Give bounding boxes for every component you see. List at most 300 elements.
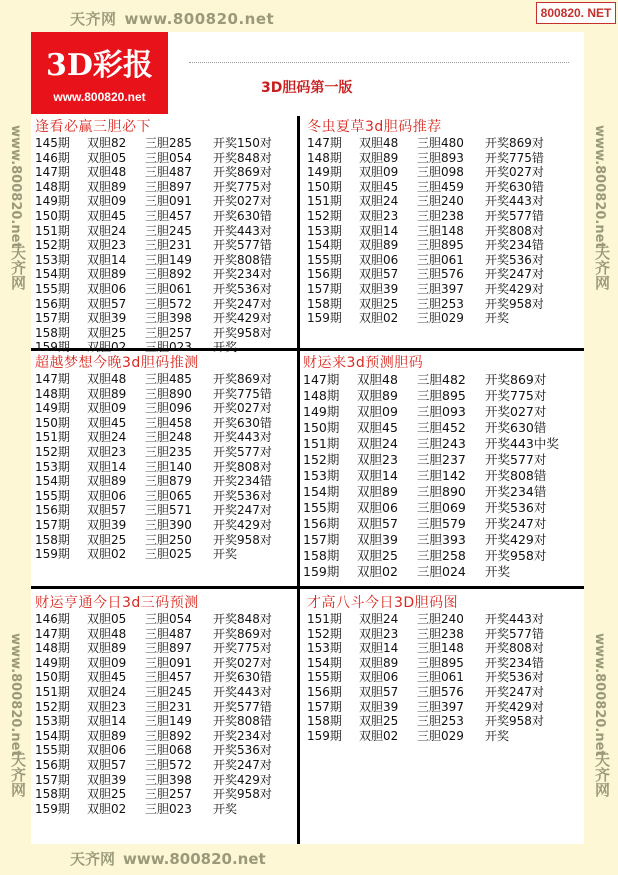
draw-result: 开奖958对 bbox=[213, 325, 272, 340]
list-item bbox=[35, 416, 272, 431]
list-item bbox=[35, 326, 272, 341]
list-item bbox=[35, 372, 272, 387]
list-item bbox=[35, 533, 272, 548]
double-pick: 双胆09 bbox=[87, 401, 127, 416]
double-pick: 双胆48 bbox=[357, 372, 398, 387]
double-pick: 双胆39 bbox=[87, 311, 127, 326]
draw-result: 开奖630错 bbox=[485, 420, 547, 435]
triple-pick: 三胆061 bbox=[145, 281, 192, 296]
double-pick: 双胆89 bbox=[87, 641, 127, 656]
draw-result: 开奖577对 bbox=[485, 452, 547, 467]
triple-pick: 三胆897 bbox=[145, 179, 192, 194]
draw-result: 开奖 bbox=[213, 547, 238, 562]
watermark-site: www.800820.net bbox=[124, 10, 275, 28]
double-pick: 双胆45 bbox=[357, 420, 398, 435]
issue-number: 151期 bbox=[303, 436, 340, 451]
list-item bbox=[35, 474, 272, 489]
logo bbox=[31, 32, 168, 114]
double-pick: 双胆45 bbox=[359, 179, 399, 194]
right-watermark-site: www.800820.net bbox=[592, 125, 607, 249]
issue-number: 151期 bbox=[35, 223, 70, 238]
list-item bbox=[307, 238, 544, 253]
double-pick: 双胆14 bbox=[359, 641, 399, 656]
list-item bbox=[35, 685, 272, 700]
list-item bbox=[307, 641, 544, 656]
double-pick: 双胆89 bbox=[87, 179, 127, 194]
list-item bbox=[307, 194, 544, 209]
draw-result: 开奖577对 bbox=[213, 444, 272, 459]
draw-result: 开奖429对 bbox=[213, 311, 272, 326]
list-item bbox=[303, 372, 559, 388]
list-item bbox=[35, 460, 272, 475]
draw-result: 开奖808对 bbox=[485, 223, 544, 238]
list-item bbox=[35, 180, 272, 195]
list-item bbox=[35, 729, 272, 744]
double-pick: 双胆39 bbox=[87, 517, 127, 532]
draw-result: 开奖958对 bbox=[213, 787, 272, 802]
triple-pick: 三胆148 bbox=[417, 223, 464, 238]
double-pick: 双胆89 bbox=[357, 484, 398, 499]
double-pick: 双胆39 bbox=[359, 699, 399, 714]
list-item bbox=[303, 452, 559, 468]
list-item bbox=[35, 714, 272, 729]
double-pick: 双胆89 bbox=[87, 728, 127, 743]
issue-number: 148期 bbox=[307, 150, 342, 165]
issue-number: 152期 bbox=[303, 452, 340, 467]
triple-pick: 三胆397 bbox=[417, 281, 464, 296]
list-item bbox=[303, 516, 559, 532]
issue-number: 145期 bbox=[35, 136, 70, 150]
draw-result: 开奖247对 bbox=[213, 503, 272, 518]
list-item bbox=[303, 500, 559, 516]
issue-number: 147期 bbox=[35, 372, 70, 386]
list-item bbox=[307, 612, 544, 627]
issue-number: 159期 bbox=[303, 564, 340, 579]
triple-pick: 三胆029 bbox=[417, 311, 464, 326]
draw-result: 开奖150对 bbox=[213, 136, 272, 150]
draw-result: 开奖 bbox=[213, 340, 238, 355]
draw-result: 开奖027对 bbox=[213, 194, 272, 209]
list-item bbox=[35, 489, 272, 504]
triple-pick: 三胆250 bbox=[145, 532, 192, 547]
triple-pick: 三胆240 bbox=[417, 612, 464, 626]
list-item bbox=[35, 430, 272, 445]
draw-result: 开奖869对 bbox=[213, 626, 272, 641]
draw-result: 开奖443对 bbox=[485, 194, 544, 209]
list-item bbox=[307, 224, 544, 239]
issue-number: 154期 bbox=[307, 655, 342, 670]
triple-pick: 三胆897 bbox=[145, 641, 192, 656]
draw-result: 开奖 bbox=[485, 311, 510, 326]
triple-pick: 三胆572 bbox=[145, 296, 192, 311]
issue-number: 147期 bbox=[35, 165, 70, 180]
triple-pick: 三胆245 bbox=[145, 223, 192, 238]
draw-result: 开奖443对 bbox=[213, 430, 272, 445]
list-item bbox=[35, 802, 272, 817]
list-item bbox=[35, 238, 272, 253]
issue-number: 147期 bbox=[307, 136, 342, 150]
draw-result: 开奖869对 bbox=[485, 372, 547, 387]
issue-number: 151期 bbox=[307, 612, 342, 626]
watermark-brand: 天齐网 bbox=[70, 10, 117, 28]
double-pick: 双胆23 bbox=[357, 452, 398, 467]
issue-number: 153期 bbox=[303, 468, 340, 483]
double-pick: 双胆39 bbox=[359, 281, 399, 296]
draw-result: 开奖808错 bbox=[213, 714, 272, 729]
draw-result: 开奖869对 bbox=[213, 372, 272, 386]
draw-result: 开奖443对 bbox=[485, 612, 544, 626]
double-pick: 双胆02 bbox=[87, 340, 127, 355]
draw-result: 开奖869对 bbox=[213, 165, 272, 180]
draw-result: 开奖027对 bbox=[485, 165, 544, 180]
issue-number: 157期 bbox=[35, 772, 70, 787]
triple-pick: 三胆487 bbox=[145, 626, 192, 641]
list-item bbox=[307, 670, 544, 685]
list-item bbox=[35, 165, 272, 180]
draw-result: 开奖429对 bbox=[213, 772, 272, 787]
right-watermark-brand: 天齐网 bbox=[593, 752, 611, 797]
double-pick: 双胆24 bbox=[87, 430, 127, 445]
issue-number: 147期 bbox=[35, 626, 70, 641]
draw-result: 开奖958对 bbox=[213, 532, 272, 547]
issue-number: 154期 bbox=[307, 238, 342, 253]
issue-number: 150期 bbox=[303, 420, 340, 435]
double-pick: 双胆89 bbox=[87, 267, 127, 282]
triple-pick: 三胆572 bbox=[145, 757, 192, 772]
issue-number: 152期 bbox=[35, 699, 70, 714]
double-pick: 双胆02 bbox=[357, 564, 398, 579]
issue-number: 155期 bbox=[35, 488, 70, 503]
draw-result: 开奖247对 bbox=[213, 757, 272, 772]
issue-number: 152期 bbox=[35, 238, 70, 253]
triple-pick: 三胆240 bbox=[417, 194, 464, 209]
draw-result: 开奖808对 bbox=[213, 459, 272, 474]
issue-number: 154期 bbox=[303, 484, 340, 499]
triple-pick: 三胆895 bbox=[417, 655, 464, 670]
draw-result: 开奖536对 bbox=[485, 670, 544, 685]
triple-pick: 三胆895 bbox=[417, 238, 464, 253]
issue-number: 155期 bbox=[303, 500, 340, 515]
list-item bbox=[303, 484, 559, 500]
right-watermark-brand: 天齐网 bbox=[593, 245, 611, 290]
triple-pick: 三胆452 bbox=[417, 420, 466, 435]
triple-pick: 三胆480 bbox=[417, 136, 464, 150]
issue-number: 153期 bbox=[35, 252, 70, 267]
triple-pick: 三胆065 bbox=[145, 488, 192, 503]
section-box bbox=[303, 352, 559, 580]
triple-pick: 三胆397 bbox=[417, 699, 464, 714]
left-watermark-site: www.800820.net bbox=[8, 633, 23, 757]
double-pick: 双胆09 bbox=[87, 194, 127, 209]
draw-result: 开奖958对 bbox=[485, 296, 544, 311]
triple-pick: 三胆023 bbox=[145, 801, 192, 816]
triple-pick: 三胆054 bbox=[145, 612, 192, 626]
draw-result: 开奖577错 bbox=[485, 626, 544, 641]
triple-pick: 三胆257 bbox=[145, 787, 192, 802]
draw-result: 开奖775对 bbox=[485, 388, 547, 403]
triple-pick: 三胆023 bbox=[145, 340, 192, 355]
triple-pick: 三胆890 bbox=[417, 484, 466, 499]
issue-number: 157期 bbox=[35, 517, 70, 532]
draw-result: 开奖 bbox=[485, 564, 511, 579]
double-pick: 双胆14 bbox=[87, 252, 127, 267]
triple-pick: 三胆231 bbox=[145, 699, 192, 714]
list-item bbox=[35, 612, 272, 627]
issue-number: 148期 bbox=[35, 386, 70, 401]
triple-pick: 三胆890 bbox=[145, 386, 192, 401]
double-pick: 双胆48 bbox=[87, 626, 127, 641]
draw-result: 开奖247对 bbox=[485, 684, 544, 699]
triple-pick: 三胆895 bbox=[417, 388, 466, 403]
grid-line bbox=[31, 586, 584, 589]
triple-pick: 三胆892 bbox=[145, 728, 192, 743]
double-pick: 双胆09 bbox=[359, 165, 399, 180]
list-item bbox=[307, 209, 544, 224]
draw-result: 开奖234错 bbox=[485, 655, 544, 670]
draw-result: 开奖808错 bbox=[213, 252, 272, 267]
issue-number: 150期 bbox=[307, 179, 342, 194]
draw-result: 开奖443中奖 bbox=[485, 436, 559, 451]
draw-result: 开奖630错 bbox=[213, 670, 272, 685]
issue-number: 158期 bbox=[307, 296, 342, 311]
list-item bbox=[307, 297, 544, 312]
list-item bbox=[303, 420, 559, 436]
draw-result: 开奖 bbox=[485, 728, 510, 743]
section-box bbox=[307, 116, 544, 326]
triple-pick: 三胆576 bbox=[417, 267, 464, 282]
list-item bbox=[303, 532, 559, 548]
double-pick: 双胆89 bbox=[359, 655, 399, 670]
list-item bbox=[303, 388, 559, 404]
triple-pick: 三胆390 bbox=[145, 517, 192, 532]
list-item bbox=[307, 729, 544, 744]
triple-pick: 三胆091 bbox=[145, 194, 192, 209]
double-pick: 双胆24 bbox=[87, 684, 127, 699]
issue-number: 159期 bbox=[35, 801, 70, 816]
top-watermark bbox=[70, 8, 274, 29]
triple-pick: 三胆149 bbox=[145, 252, 192, 267]
triple-pick: 三胆459 bbox=[417, 179, 464, 194]
list-item bbox=[307, 282, 544, 297]
draw-result: 开奖775错 bbox=[485, 150, 544, 165]
issue-number: 153期 bbox=[35, 714, 70, 729]
double-pick: 双胆05 bbox=[87, 612, 127, 626]
issue-number: 158期 bbox=[35, 787, 70, 802]
triple-pick: 三胆487 bbox=[145, 165, 192, 180]
issue-number: 159期 bbox=[35, 547, 70, 562]
draw-result: 开奖234错 bbox=[485, 238, 544, 253]
list-item bbox=[35, 758, 272, 773]
list-item bbox=[303, 404, 559, 420]
issue-number: 151期 bbox=[307, 194, 342, 209]
list-item bbox=[35, 743, 272, 758]
double-pick: 双胆39 bbox=[87, 772, 127, 787]
draw-result: 开奖775对 bbox=[213, 641, 272, 656]
list-item bbox=[35, 670, 272, 685]
double-pick: 双胆24 bbox=[359, 612, 399, 626]
double-pick: 双胆39 bbox=[357, 532, 398, 547]
triple-pick: 三胆398 bbox=[145, 772, 192, 787]
issue-number: 155期 bbox=[307, 252, 342, 267]
double-pick: 双胆48 bbox=[359, 136, 399, 150]
double-pick: 双胆57 bbox=[359, 684, 399, 699]
triple-pick: 三胆140 bbox=[145, 459, 192, 474]
draw-result: 开奖027对 bbox=[213, 401, 272, 416]
triple-pick: 三胆231 bbox=[145, 238, 192, 253]
draw-result: 开奖577错 bbox=[485, 208, 544, 223]
section-title: 超越梦想今晚3d胆码推测 bbox=[35, 355, 199, 371]
grid-line bbox=[297, 116, 300, 844]
draw-result: 开奖630错 bbox=[485, 179, 544, 194]
double-pick: 双胆14 bbox=[359, 223, 399, 238]
double-pick: 双胆25 bbox=[359, 296, 399, 311]
double-pick: 双胆82 bbox=[87, 136, 127, 150]
issue-number: 150期 bbox=[35, 208, 70, 223]
issue-number: 158期 bbox=[303, 548, 340, 563]
double-pick: 双胆48 bbox=[87, 372, 127, 386]
triple-pick: 三胆029 bbox=[417, 728, 464, 743]
list-item bbox=[35, 547, 272, 562]
issue-number: 154期 bbox=[35, 267, 70, 282]
issue-number: 156期 bbox=[307, 684, 342, 699]
double-pick: 双胆14 bbox=[87, 714, 127, 729]
list-item bbox=[303, 548, 559, 564]
double-pick: 双胆24 bbox=[359, 194, 399, 209]
double-pick: 双胆06 bbox=[87, 743, 127, 758]
issue-number: 159期 bbox=[307, 728, 342, 743]
list-item bbox=[35, 209, 272, 224]
list-item bbox=[35, 253, 272, 268]
section-title: 才高八斗今日3D胆码图 bbox=[307, 595, 459, 611]
issue-number: 156期 bbox=[303, 516, 340, 531]
list-item bbox=[35, 641, 272, 656]
issue-number: 149期 bbox=[35, 655, 70, 670]
double-pick: 双胆57 bbox=[87, 503, 127, 518]
draw-result: 开奖869对 bbox=[485, 136, 544, 150]
divider bbox=[189, 62, 569, 63]
draw-result: 开奖443对 bbox=[213, 223, 272, 238]
issue-number: 159期 bbox=[35, 340, 70, 355]
double-pick: 双胆09 bbox=[87, 655, 127, 670]
corner-badge: 800820. NET bbox=[536, 2, 616, 24]
draw-result: 开奖536对 bbox=[213, 281, 272, 296]
double-pick: 双胆02 bbox=[359, 311, 399, 326]
issue-number: 146期 bbox=[35, 612, 70, 626]
double-pick: 双胆45 bbox=[87, 208, 127, 223]
list-item bbox=[35, 773, 272, 788]
double-pick: 双胆23 bbox=[87, 699, 127, 714]
triple-pick: 三胆061 bbox=[417, 252, 464, 267]
triple-pick: 三胆024 bbox=[417, 564, 466, 579]
double-pick: 双胆89 bbox=[87, 386, 127, 401]
issue-number: 155期 bbox=[35, 281, 70, 296]
double-pick: 双胆57 bbox=[87, 296, 127, 311]
watermark-site: www.800820.net bbox=[123, 850, 266, 868]
document-page bbox=[31, 32, 584, 844]
triple-pick: 三胆285 bbox=[145, 136, 192, 150]
list-item bbox=[35, 627, 272, 642]
issue-number: 157期 bbox=[303, 532, 340, 547]
issue-number: 157期 bbox=[35, 311, 70, 326]
double-pick: 双胆25 bbox=[87, 532, 127, 547]
draw-result: 开奖775对 bbox=[213, 179, 272, 194]
double-pick: 双胆23 bbox=[359, 208, 399, 223]
double-pick: 双胆89 bbox=[87, 474, 127, 489]
draw-result: 开奖848对 bbox=[213, 150, 272, 165]
draw-result: 开奖443对 bbox=[213, 684, 272, 699]
issue-number: 149期 bbox=[307, 165, 342, 180]
triple-pick: 三胆576 bbox=[417, 684, 464, 699]
double-pick: 双胆89 bbox=[357, 388, 398, 403]
issue-number: 154期 bbox=[35, 728, 70, 743]
list-item bbox=[35, 282, 272, 297]
section-box bbox=[307, 592, 544, 743]
draw-result: 开奖536对 bbox=[485, 500, 547, 515]
triple-pick: 三胆879 bbox=[145, 474, 192, 489]
triple-pick: 三胆485 bbox=[145, 372, 192, 386]
double-pick: 双胆02 bbox=[87, 801, 127, 816]
triple-pick: 三胆093 bbox=[417, 404, 466, 419]
issue-number: 149期 bbox=[35, 401, 70, 416]
list-item bbox=[307, 253, 544, 268]
triple-pick: 三胆149 bbox=[145, 714, 192, 729]
list-item bbox=[35, 267, 272, 282]
triple-pick: 三胆235 bbox=[145, 444, 192, 459]
list-item bbox=[35, 194, 272, 209]
issue-number: 148期 bbox=[303, 388, 340, 403]
draw-result: 开奖429对 bbox=[485, 699, 544, 714]
issue-number: 152期 bbox=[307, 626, 342, 641]
triple-pick: 三胆571 bbox=[145, 503, 192, 518]
watermark-brand: 天齐网 bbox=[70, 850, 116, 868]
issue-number: 157期 bbox=[307, 281, 342, 296]
list-item bbox=[35, 445, 272, 460]
section-title: 冬虫夏草3d胆码推荐 bbox=[307, 119, 442, 135]
double-pick: 双胆89 bbox=[359, 238, 399, 253]
issue-number: 152期 bbox=[307, 208, 342, 223]
double-pick: 双胆09 bbox=[357, 404, 398, 419]
draw-result: 开奖808错 bbox=[485, 468, 547, 483]
list-item bbox=[35, 224, 272, 239]
triple-pick: 三胆253 bbox=[417, 296, 464, 311]
page-title: 3D胆码第一版 bbox=[261, 80, 353, 96]
list-item bbox=[307, 165, 544, 180]
issue-number: 153期 bbox=[35, 459, 70, 474]
left-watermark-brand: 天齐网 bbox=[9, 752, 27, 797]
bottom-watermark bbox=[70, 848, 266, 869]
draw-result: 开奖234错 bbox=[485, 484, 547, 499]
section-rows bbox=[307, 612, 544, 743]
triple-pick: 三胆893 bbox=[417, 150, 464, 165]
double-pick: 双胆25 bbox=[87, 325, 127, 340]
list-item bbox=[307, 714, 544, 729]
double-pick: 双胆25 bbox=[357, 548, 398, 563]
list-item bbox=[35, 518, 272, 533]
double-pick: 双胆89 bbox=[359, 150, 399, 165]
issue-number: 150期 bbox=[35, 415, 70, 430]
list-item bbox=[35, 401, 272, 416]
draw-result: 开奖536对 bbox=[213, 743, 272, 758]
draw-result: 开奖247对 bbox=[485, 516, 547, 531]
draw-result: 开奖775错 bbox=[213, 386, 272, 401]
list-item bbox=[35, 297, 272, 312]
draw-result: 开奖808对 bbox=[485, 641, 544, 656]
triple-pick: 三胆393 bbox=[417, 532, 466, 547]
section-title: 财运亨通今日3d三码预测 bbox=[35, 595, 199, 611]
double-pick: 双胆23 bbox=[87, 238, 127, 253]
list-item bbox=[307, 180, 544, 195]
triple-pick: 三胆245 bbox=[145, 684, 192, 699]
